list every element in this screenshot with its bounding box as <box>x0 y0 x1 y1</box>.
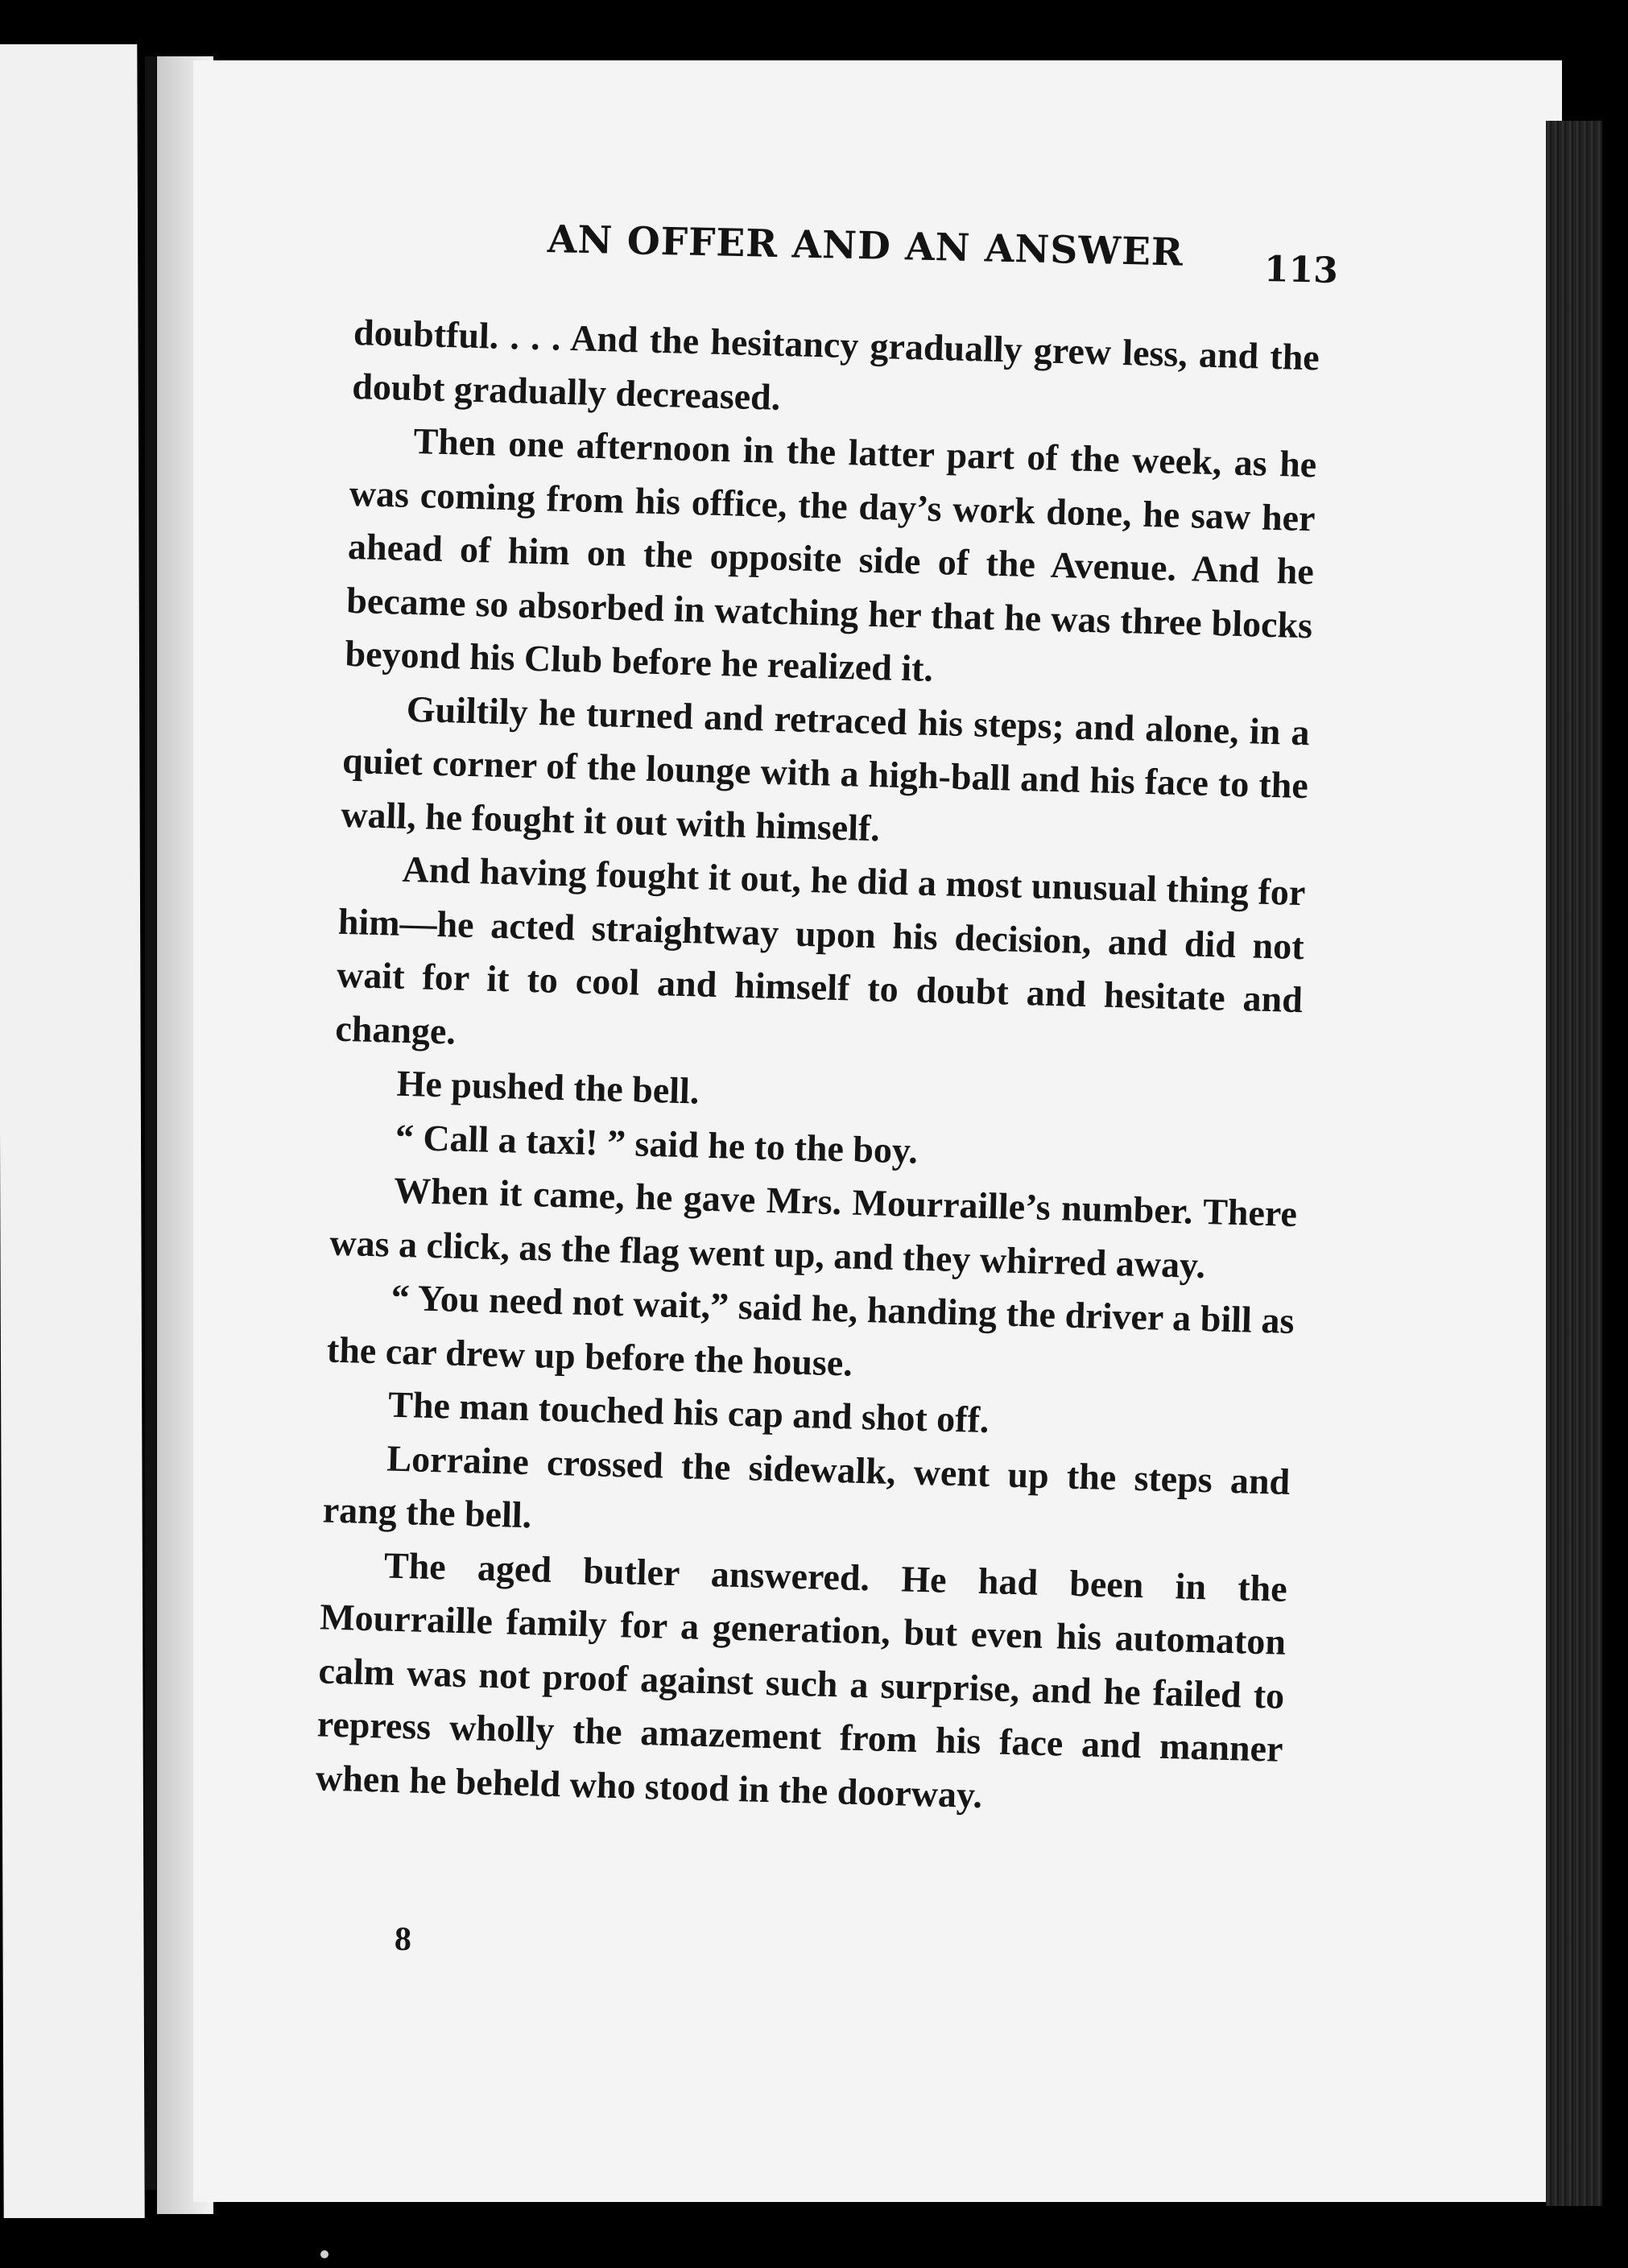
previous-page-edge <box>0 44 145 2218</box>
paragraph: “ Call a taxi! ” said he to the boy. <box>395 1116 919 1171</box>
paragraph: doubtful. . . . And the hesitancy gradually grew less, and the doubt gradually decreased. <box>351 311 1320 418</box>
paragraph: When it came, he gave Mrs. Mourraille’s number. There was a click, as the flag went up, and they whirred away. <box>328 1169 1298 1286</box>
paragraph: Lorraine crossed the sidewalk, went up the steps and rang the bell. <box>322 1437 1291 1536</box>
book-spine <box>145 56 156 2190</box>
paragraph: The man touched his cap and shot off. <box>387 1383 990 1441</box>
running-head: AN OFFER AND AN ANSWER <box>547 217 1184 275</box>
signature-mark: 8 <box>394 1920 412 1959</box>
paragraph: And having fought it out, he did a most unusual thing for him—he acted straightway upon his decision, and did not wait for it to cool and himself to doubt and hesitate and change. <box>334 848 1306 1052</box>
paragraph: Then one afternoon in the latter part of the week, as he was coming from his office, the day’s work done, he saw her ahead of him on the opposite side of the Avenue. And he became so absorbed in watching her that he was three blocks beyond his Club before he realized it. <box>345 419 1317 689</box>
scan-speck <box>320 2250 328 2258</box>
paragraph: He pushed the bell. <box>396 1062 700 1112</box>
page-stack-edge <box>1546 121 1602 2206</box>
paragraph: “ You need not wait,” said he, handing the driver a bill as the car drew up before the house. <box>326 1276 1295 1384</box>
body-text <box>315 306 1320 1830</box>
paragraph: Guiltily he turned and retraced his steps; and alone, in a quiet corner of the lounge with a high-ball and his face to the wall, he fought it out with himself. <box>340 688 1311 849</box>
page-number: 113 <box>1263 249 1339 291</box>
paragraph: The aged butler answered. He had been in the Mourraille family for a generation, but even his automaton calm was not proof against such a surprise, and he failed to repress wholly the amazement from his face and manner when he beheld who stood in the doorway. <box>315 1544 1288 1816</box>
